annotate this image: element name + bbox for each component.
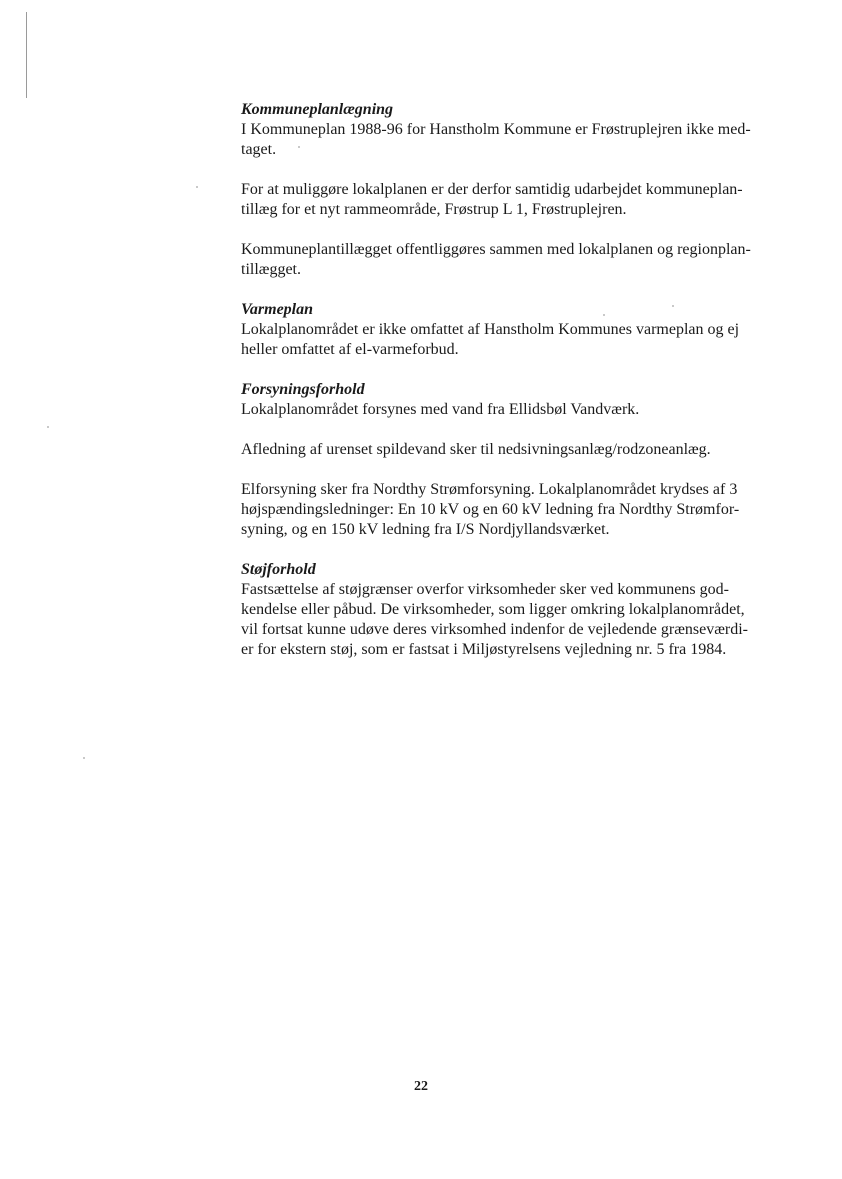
section-varmeplan xyxy=(241,300,801,360)
text-line: højspændingsledninger: En 10 kV og en 60 kV ledning fra Nordthy Strømfor- xyxy=(241,501,740,518)
scan-speck xyxy=(196,186,198,188)
paragraph xyxy=(241,480,801,540)
section-heading: Forsyningsforhold xyxy=(241,381,365,398)
text-line: Lokalplanområdet forsynes med vand fra Ellidsbøl Vandværk. xyxy=(241,401,640,418)
paragraph xyxy=(241,120,801,160)
text-line: For at muliggøre lokalplanen er der derfor samtidig udarbejdet kommuneplan- xyxy=(241,181,743,198)
text-line: taget. xyxy=(241,141,277,158)
text-line: Afledning af urenset spildevand sker til nedsivningsanlæg/rodzoneanlæg. xyxy=(241,441,711,458)
scan-speck xyxy=(83,757,85,759)
text-line: Kommuneplantillægget offentliggøres sammen med lokalplanen og regionplan- xyxy=(241,241,751,258)
section-kommuneplanlaegning xyxy=(241,100,801,280)
text-line: Fastsættelse af støjgrænser overfor virksomheder sker ved kommunens god- xyxy=(241,581,729,598)
text-line: syning, og en 150 kV ledning fra I/S Nordjyllandsværket. xyxy=(241,521,610,538)
document-body xyxy=(241,100,801,660)
page-number: 22 xyxy=(414,1079,428,1094)
text-line: Lokalplanområdet er ikke omfattet af Hanstholm Kommunes varmeplan og ej xyxy=(241,321,740,338)
section-heading: Kommuneplanlægning xyxy=(241,101,394,118)
section-heading: Støjforhold xyxy=(241,561,316,578)
paragraph xyxy=(241,580,801,660)
text-line: I Kommuneplan 1988-96 for Hanstholm Kommune er Frøstruplejren ikke med- xyxy=(241,121,751,138)
paragraph xyxy=(241,180,801,220)
scan-edge-line xyxy=(26,12,27,98)
paragraph xyxy=(241,240,801,280)
paragraph xyxy=(241,320,801,360)
paragraph xyxy=(241,440,801,460)
text-line: Elforsyning sker fra Nordthy Strømforsyning. Lokalplanområdet krydses af 3 xyxy=(241,481,738,498)
text-line: tillæg for et nyt rammeområde, Frøstrup L 1, Frøstruplejren. xyxy=(241,201,627,218)
section-stoejforhold xyxy=(241,560,801,660)
section-heading: Varmeplan xyxy=(241,301,314,318)
text-line: kendelse eller påbud. De virksomheder, som ligger omkring lokalplanområdet, xyxy=(241,601,745,618)
scan-speck xyxy=(47,426,49,428)
text-line: vil fortsat kunne udøve deres virksomhed indenfor de vejledende grænseværdi- xyxy=(241,621,748,638)
section-forsyningsforhold xyxy=(241,380,801,540)
text-line: tillægget. xyxy=(241,261,301,278)
text-line: er for ekstern støj, som er fastsat i Miljøstyrelsens vejledning nr. 5 fra 1984. xyxy=(241,641,727,658)
text-line: heller omfattet af el-varmeforbud. xyxy=(241,341,459,358)
paragraph xyxy=(241,400,801,420)
